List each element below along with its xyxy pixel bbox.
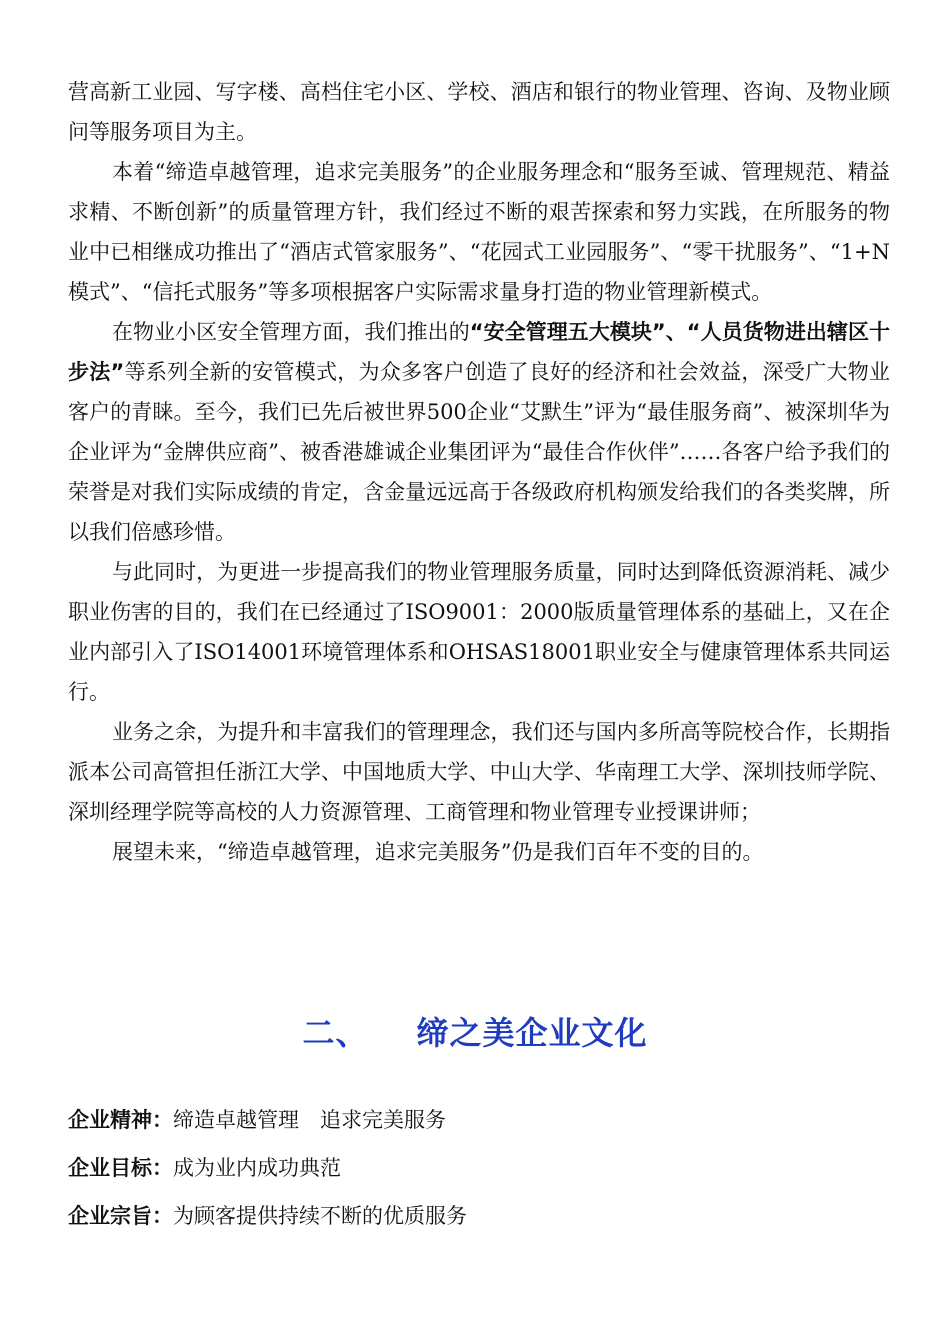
section-number: 二、 bbox=[302, 1014, 369, 1052]
security-intro-text: 在物业小区安全管理方面，我们推出的 bbox=[112, 320, 470, 344]
paragraph-security-management bbox=[68, 312, 890, 552]
section-heading bbox=[0, 1008, 950, 1054]
paragraph-business-scope: 营高新工业园、写字楼、高档住宅小区、学校、酒店和银行的物业管理、咨询、及物业顾问等服务项目为主。 bbox=[68, 80, 890, 144]
culture-list bbox=[68, 1096, 890, 1240]
security-details-text: 等系列全新的安管模式，为众多客户创造了良好的经济和社会效益，深受广大物业客户的青睐。至今，我们已先后被世界500企业“艾默生”评为“最佳服务商”、被深圳华为企业评为“金牌供应商”、被香港雄诚企业集团评为“最佳合作伙伴”……各客户给予我们的荣誉是对我们实际成绩的肯定，含金量远远高于各级政府机构颁发给我们的各类奖牌，所以我们倍感珍惜。 bbox=[68, 360, 890, 544]
culture-label: 企业精神： bbox=[68, 1108, 173, 1132]
document-body bbox=[68, 72, 890, 872]
paragraph-university-cooperation: 业务之余，为提升和丰富我们的管理理念，我们还与国内多所高等院校合作，长期指派本公司高管担任浙江大学、中国地质大学、中山大学、华南理工大学、深圳技师学院、深圳经理学院等高校的人力资源管理、工商管理和物业管理专业授课讲师； bbox=[68, 720, 890, 824]
culture-label: 企业目标： bbox=[68, 1156, 173, 1180]
paragraph-outlook: 展望未来，“缔造卓越管理，追求完美服务”仍是我们百年不变的目的。 bbox=[112, 840, 764, 864]
culture-value: 成为业内成功典范 bbox=[173, 1156, 341, 1180]
section-title: 缔之美企业文化 bbox=[416, 1014, 648, 1052]
culture-item-goal bbox=[68, 1144, 890, 1192]
culture-label: 企业宗旨： bbox=[68, 1204, 173, 1228]
security-modules-highlight: “安全管理五大模块”、“人员货物进出辖区十步法” bbox=[68, 320, 890, 384]
culture-value: 为顾客提供持续不断的优质服务 bbox=[173, 1204, 467, 1228]
culture-item-spirit bbox=[68, 1096, 890, 1144]
culture-item-purpose bbox=[68, 1192, 890, 1240]
paragraph-quality-systems: 与此同时，为更进一步提高我们的物业管理服务质量，同时达到降低资源消耗、减少职业伤害的目的，我们在已经通过了ISO9001：2000版质量管理体系的基础上，又在企业内部引入了ISO14001环境管理体系和OHSAS18001职业安全与健康管理体系共同运行。 bbox=[68, 560, 890, 704]
culture-value: 缔造卓越管理 追求完美服务 bbox=[173, 1108, 446, 1132]
paragraph-service-philosophy: 本着“缔造卓越管理，追求完美服务”的企业服务理念和“服务至诚、管理规范、精益求精、不断创新”的质量管理方针，我们经过不断的艰苦探索和努力实践，在所服务的物业中已相继成功推出了“酒店式管家服务”、“花园式工业园服务”、“零干扰服务”、“1+N模式”、“信托式服务”等多项根据客户实际需求量身打造的物业管理新模式。 bbox=[68, 160, 890, 304]
